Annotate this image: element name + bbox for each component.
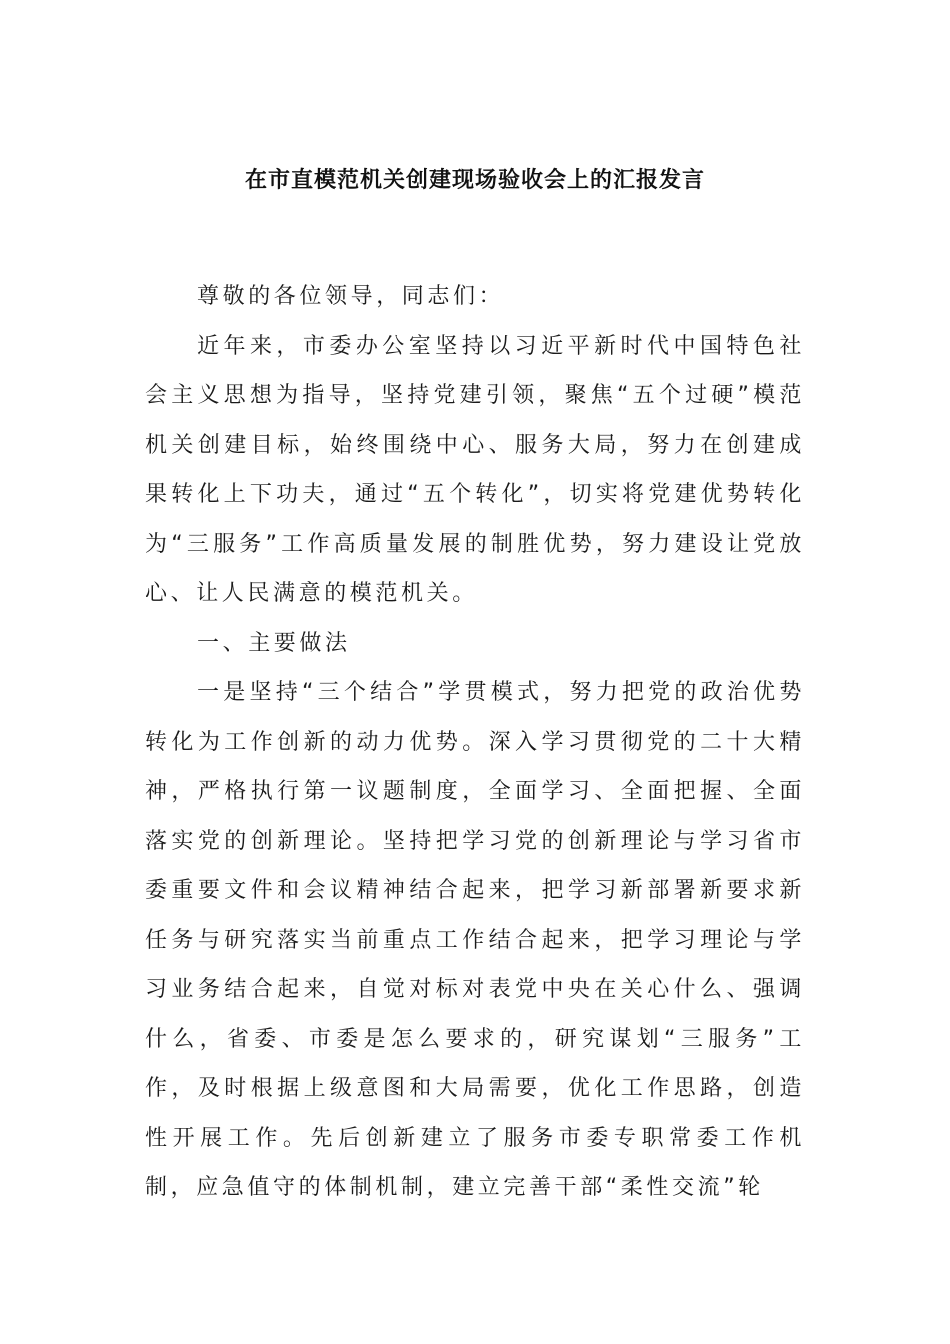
section-heading-main-practices: 一、主要做法 [197, 630, 351, 656]
document-title: 在市直模范机关创建现场验收会上的汇报发言 [244, 167, 705, 193]
greeting-line: 尊敬的各位领导，同志们： [197, 284, 505, 309]
document-body [145, 272, 805, 1213]
paragraph-intro: 近年来，市委办公室坚持以习近平新时代中国特色社会主义思想为指导，坚持党建引领，聚焦“五个过硬”模范机关创建目标，始终围绕中心、服务大局，努力在创建成果转化上下功夫，通过“五个转化”，切实将党建优势转化为“三服务”工作高质量发展的制胜优势，努力建设让党放心、让人民满意的模范机关。 [145, 333, 805, 606]
paragraph-first-practice: 一是坚持“三个结合”学贯模式，努力把党的政治优势转化为工作创新的动力优势。深入学习贯彻党的二十大精神，严格执行第一议题制度，全面学习、全面把握、全面落实党的创新理论。坚持把学习党的创新理论与学习省市委重要文件和会议精神结合起来，把学习新部署新要求新任务与研究落实当前重点工作结合起来，把学习理论与学习业务结合起来，自觉对标对表党中央在关心什么、强调什么，省委、市委是怎么要求的，研究谋划“三服务”工作，及时根据上级意图和大局需要，优化工作思路，创造性开展工作。先后创新建立了服务市委专职常委工作机制，应急值守的体制机制，建立完善干部“柔性交流”轮 [145, 680, 805, 1200]
